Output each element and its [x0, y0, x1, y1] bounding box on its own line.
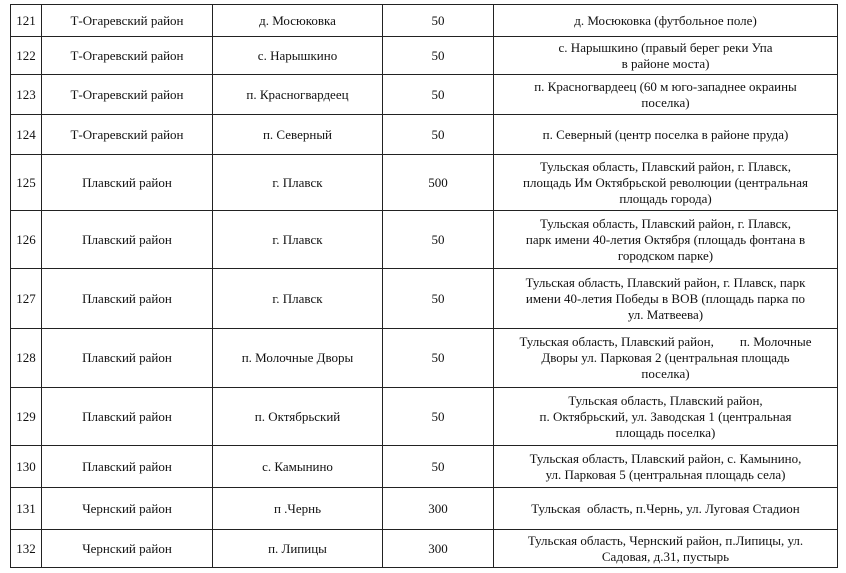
location-line: Тульская область, Плавский район, п. Молочные	[519, 334, 812, 349]
district-cell: Чернский район	[42, 488, 213, 530]
settlement-cell: г. Плавск	[213, 155, 383, 211]
table-row	[11, 211, 838, 269]
row-number: 125	[11, 155, 42, 211]
row-number: 121	[11, 5, 42, 37]
location-line: Тульская область, Плавский район,	[568, 392, 763, 408]
capacity-cell: 50	[383, 5, 494, 37]
settlement-cell: с. Камынино	[213, 446, 383, 488]
capacity-cell: 50	[383, 75, 494, 115]
capacity-cell: 50	[383, 269, 494, 329]
location-line: с. Нарышкино (правый берег реки Упа	[558, 39, 773, 55]
shelter-table	[10, 4, 838, 568]
location-line: ул. Парковая 5 (центральная площадь села)	[545, 466, 786, 482]
location-cell	[494, 211, 838, 269]
capacity-cell: 500	[383, 155, 494, 211]
settlement-cell: п .Чернь	[213, 488, 383, 530]
settlement-cell: г. Плавск	[213, 269, 383, 329]
table-row	[11, 5, 838, 37]
district-cell: Чернский район	[42, 530, 213, 568]
row-number: 132	[11, 530, 42, 568]
location-line: Тульская область, Плавский район, г. Плавск,	[539, 158, 791, 174]
location-line: д. Мосюковка (футбольное поле)	[574, 12, 757, 28]
location-line: п. Красногвардеец (60 м юго-западнее окраины	[534, 78, 797, 94]
table-row	[11, 75, 838, 115]
district-cell: Плавский район	[42, 155, 213, 211]
location-line: городском парке)	[617, 247, 714, 263]
location-line: поселка)	[641, 366, 690, 381]
capacity-cell: 50	[383, 211, 494, 269]
row-number: 128	[11, 329, 42, 388]
location-cell	[494, 388, 838, 446]
row-number: 131	[11, 488, 42, 530]
capacity-cell: 50	[383, 115, 494, 155]
location-line: Тульская область, п.Чернь, ул. Луговая Стадион	[531, 500, 800, 516]
row-number: 127	[11, 269, 42, 329]
row-number: 130	[11, 446, 42, 488]
location-line: п. Северный (центр поселка в районе пруда)	[542, 126, 789, 142]
district-cell: Т-Огаревский район	[42, 75, 213, 115]
row-number: 129	[11, 388, 42, 446]
district-cell: Плавский район	[42, 269, 213, 329]
table-row	[11, 388, 838, 446]
table-row	[11, 530, 838, 568]
settlement-cell: п. Октябрьский	[213, 388, 383, 446]
district-cell: Т-Огаревский район	[42, 5, 213, 37]
row-number: 123	[11, 75, 42, 115]
row-number: 122	[11, 37, 42, 75]
location-line: площадь города)	[619, 190, 712, 206]
table-row	[11, 155, 838, 211]
location-cell	[494, 75, 838, 115]
location-cell	[494, 155, 838, 211]
location-line: парк имени 40-летия Октября (площадь фонтана в	[525, 231, 806, 247]
location-line: Тульская область, Чернский район, п.Липицы, ул.	[527, 532, 804, 548]
table-row	[11, 37, 838, 75]
district-cell: Плавский район	[42, 211, 213, 269]
capacity-cell: 50	[383, 446, 494, 488]
settlement-cell: с. Нарышкино	[213, 37, 383, 75]
district-cell: Т-Огаревский район	[42, 37, 213, 75]
location-cell	[494, 530, 838, 568]
location-line: п. Октябрьский, ул. Заводская 1 (центральная	[539, 408, 792, 424]
district-cell: Плавский район	[42, 329, 213, 388]
location-line: Дворы ул. Парковая 2 (центральная площадь	[541, 350, 790, 365]
location-cell	[494, 446, 838, 488]
table-row	[11, 329, 838, 388]
location-cell	[494, 488, 838, 530]
location-line: площадь поселка)	[615, 424, 716, 440]
location-line: Тульская область, Плавский район, г. Плавск, парк	[525, 274, 806, 290]
location-cell	[494, 269, 838, 329]
location-line: Тульская область, Плавский район, с. Камынино,	[529, 450, 802, 466]
table-row	[11, 269, 838, 329]
location-line: ул. Матвеева)	[627, 306, 704, 322]
location-line: в районе моста)	[621, 55, 710, 71]
capacity-cell: 50	[383, 37, 494, 75]
location-cell	[494, 115, 838, 155]
location-line: имени 40-летия Победы в ВОВ (площадь парка по	[525, 290, 806, 306]
capacity-cell: 50	[383, 388, 494, 446]
capacity-cell: 50	[383, 329, 494, 388]
settlement-cell: п. Северный	[213, 115, 383, 155]
settlement-cell: п. Липицы	[213, 530, 383, 568]
settlement-cell: п. Молочные Дворы	[213, 329, 383, 388]
district-cell: Плавский район	[42, 446, 213, 488]
location-line: Садовая, д.31, пустырь	[601, 548, 730, 564]
location-cell	[494, 5, 838, 37]
table-row	[11, 488, 838, 530]
capacity-cell: 300	[383, 530, 494, 568]
location-line: поселка)	[641, 94, 690, 110]
settlement-cell: п. Красногвардеец	[213, 75, 383, 115]
location-line: площадь Им Октябрьской революции (центральная	[523, 174, 808, 190]
location-cell	[494, 37, 838, 75]
settlement-cell: д. Мосюковка	[213, 5, 383, 37]
row-number: 124	[11, 115, 42, 155]
location-cell	[494, 329, 838, 388]
table-row	[11, 115, 838, 155]
table-body	[11, 5, 838, 568]
row-number: 126	[11, 211, 42, 269]
location-line: Тульская область, Плавский район, г. Плавск,	[539, 215, 791, 231]
table-row	[11, 446, 838, 488]
district-cell: Плавский район	[42, 388, 213, 446]
capacity-cell: 300	[383, 488, 494, 530]
district-cell: Т-Огаревский район	[42, 115, 213, 155]
settlement-cell: г. Плавск	[213, 211, 383, 269]
